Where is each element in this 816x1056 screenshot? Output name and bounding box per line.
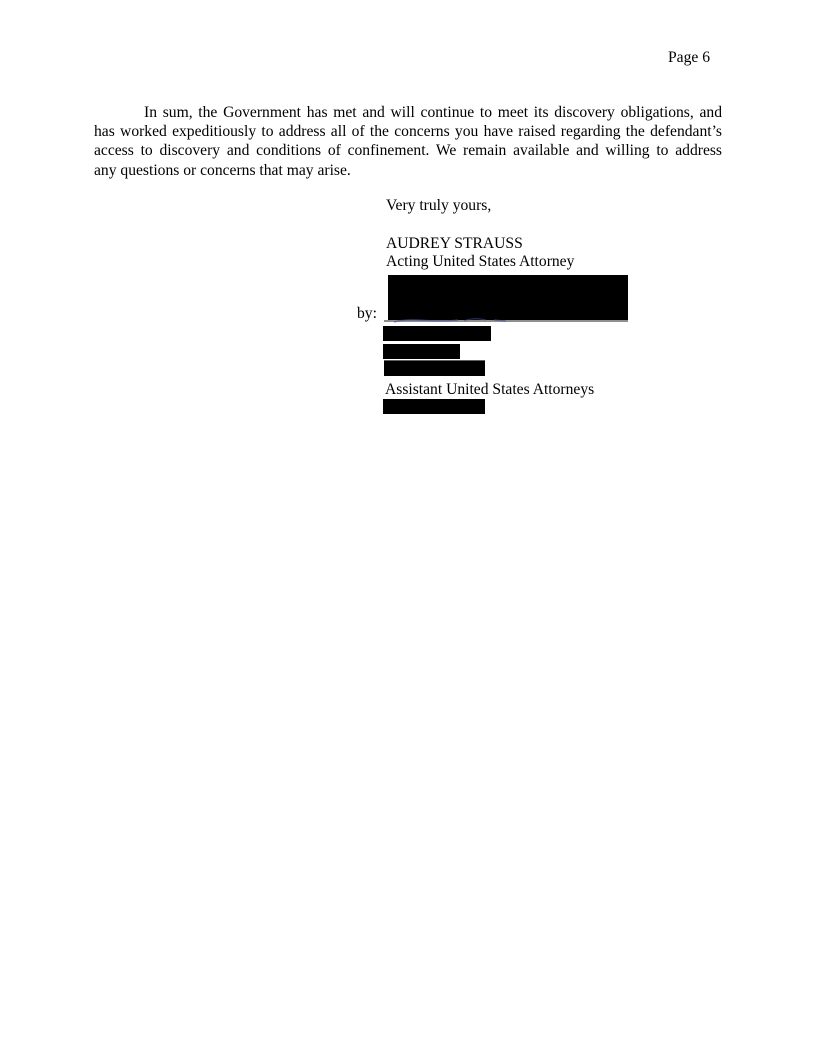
attorneys-title: Assistant United States Attorneys [385, 381, 595, 398]
paragraph-line: access to discovery and conditions of confinement. We remain available and willing to address [94, 142, 722, 160]
paragraph-line: has worked expeditiously to address all of the concerns you have raised regarding the defendant’s [94, 123, 722, 141]
by-label: by: [357, 305, 377, 322]
redaction-attorney-name-2 [383, 344, 460, 359]
body-paragraph [94, 103, 722, 180]
redaction-line-below-title [383, 399, 485, 414]
paragraph-line: In sum, the Government has met and will continue to meet its discovery obligations, and [144, 104, 722, 121]
redaction-attorney-name-1 [383, 326, 491, 341]
paragraph-line: any questions or concerns that may arise. [94, 161, 351, 179]
valediction: Very truly yours, [386, 197, 492, 214]
redaction-attorney-name-3 [384, 360, 485, 376]
signer-title: Acting United States Attorney [386, 253, 575, 270]
signer-name: AUDREY STRAUSS [386, 235, 523, 252]
signature-ink-remnant [390, 314, 550, 324]
page-number: Page 6 [668, 49, 711, 66]
